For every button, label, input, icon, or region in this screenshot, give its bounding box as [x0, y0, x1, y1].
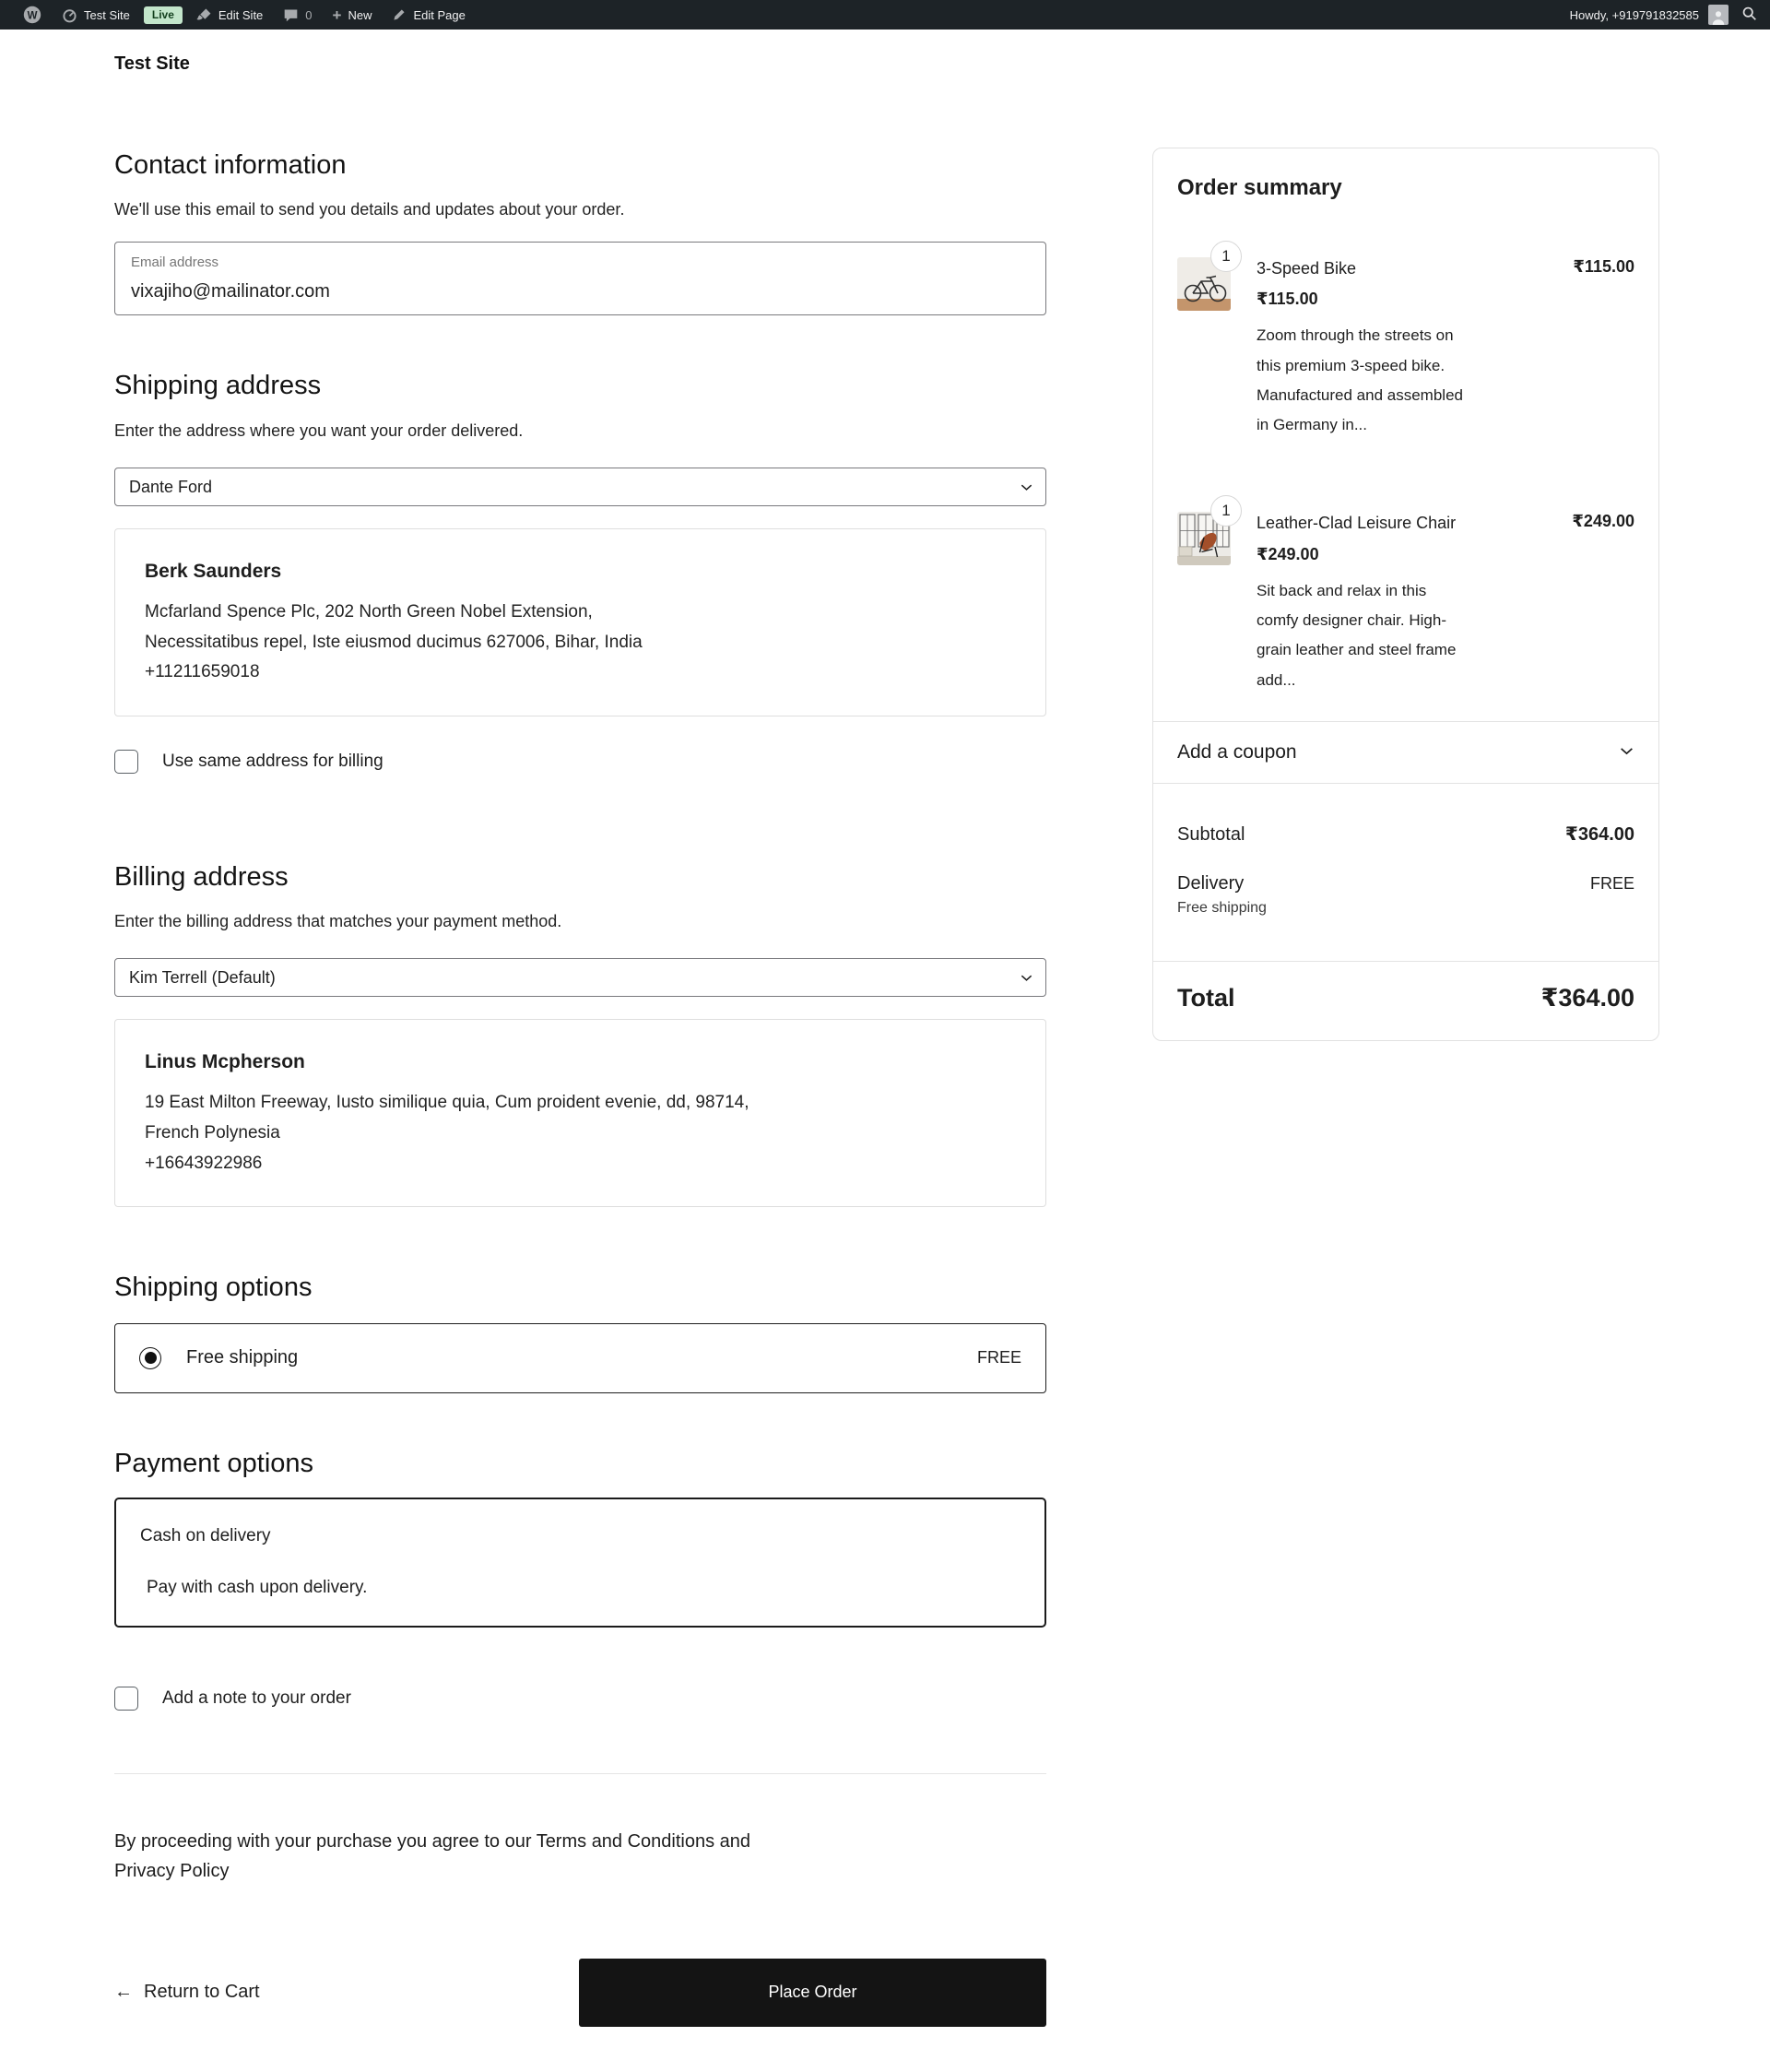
email-field-wrapper — [114, 242, 1046, 315]
comments-count: 0 — [305, 7, 313, 22]
billing-address-phone: +16643922986 — [145, 1153, 263, 1173]
add-coupon-label: Add a coupon — [1177, 740, 1297, 763]
shipping-address-select-wrapper — [114, 468, 1046, 506]
item-total-price: ₹249.00 — [1572, 512, 1634, 531]
delivery-note: Free shipping — [1177, 899, 1267, 916]
admin-bar-new[interactable] — [323, 0, 383, 30]
terms-prefix: By proceeding with your purchase you agree to our — [114, 1830, 537, 1852]
shipping-section-subtitle: Enter the address where you want your order delivered. — [114, 420, 524, 440]
terms-and: and — [714, 1830, 751, 1852]
delivery-row — [1177, 873, 1634, 894]
plus-icon: + — [332, 6, 342, 24]
shipping-address-phone: +11211659018 — [145, 662, 260, 682]
site-title[interactable]: Test Site — [114, 53, 190, 74]
pencil-icon — [392, 7, 407, 22]
footer-divider — [114, 1773, 1046, 1774]
shipping-option-free[interactable] — [114, 1323, 1046, 1393]
order-note-label[interactable]: Add a note to your order — [162, 1687, 351, 1708]
shipping-section-title: Shipping address — [114, 371, 322, 401]
email-input[interactable] — [131, 281, 1030, 302]
svg-text:W: W — [27, 10, 38, 22]
order-item-bike — [1177, 247, 1634, 440]
email-field-label: Email address — [131, 255, 219, 271]
bike-thumb-wrapper — [1177, 247, 1231, 440]
billing-address-line1: 19 East Milton Freeway, Iusto similique quia, Cum proident evenie, dd, 98714, — [145, 1093, 749, 1113]
item-total-price: ₹115.00 — [1573, 257, 1634, 276]
checkout-page — [0, 30, 1770, 2027]
shipping-address-select[interactable] — [114, 468, 1046, 506]
same-address-label[interactable]: Use same address for billing — [162, 751, 384, 771]
total-row — [1177, 962, 1634, 1040]
edit-site-label: Edit Site — [218, 7, 264, 22]
place-order-button[interactable]: Place Order — [579, 1959, 1046, 2027]
total-label: Total — [1177, 983, 1235, 1012]
shipping-address-line2: Necessitatibus repel, Iste eiusmod ducimus 627006, Bihar, India — [145, 632, 643, 652]
free-shipping-label[interactable]: Free shipping — [186, 1347, 299, 1368]
item-unit-price: ₹249.00 — [1257, 544, 1319, 563]
item-name: 3-Speed Bike — [1257, 259, 1357, 278]
wp-logo-icon[interactable] — [13, 0, 52, 30]
order-items-list — [1177, 247, 1634, 695]
return-to-cart-link[interactable] — [114, 1982, 260, 2003]
wp-admin-bar — [0, 0, 1770, 30]
billing-address-line2: French Polynesia — [145, 1123, 280, 1143]
order-summary-title: Order summary — [1177, 175, 1342, 200]
total-value: ₹364.00 — [1540, 983, 1634, 1012]
add-coupon-toggle[interactable] — [1153, 721, 1658, 784]
payment-method-name: Cash on delivery — [140, 1525, 271, 1545]
payment-method-cod[interactable] — [114, 1498, 1046, 1628]
quantity-badge: 1 — [1210, 241, 1242, 272]
order-item-chair — [1177, 502, 1634, 694]
order-summary-sidebar — [1152, 148, 1659, 2027]
billing-section-subtitle: Enter the billing address that matches your payment method. — [114, 912, 562, 931]
chair-thumb-wrapper — [1177, 502, 1231, 694]
avatar[interactable] — [1708, 5, 1729, 25]
item-description: Sit back and relax in this comfy designer chair. High-grain leather and steel frame add... — [1257, 581, 1457, 689]
howdy-account-link[interactable]: Howdy, +919791832585 — [1569, 7, 1699, 22]
checkout-form — [114, 148, 1046, 2027]
delivery-value: FREE — [1589, 873, 1634, 893]
dashboard-icon — [62, 7, 77, 23]
shipping-address-line1: Mcfarland Spence Plc, 202 North Green Nobel Extension, — [145, 601, 593, 622]
delivery-label: Delivery — [1177, 872, 1245, 894]
admin-bar-comments[interactable] — [273, 0, 322, 30]
return-to-cart-label: Return to Cart — [144, 1982, 260, 2003]
live-status-badge: Live — [144, 6, 183, 24]
new-label: New — [348, 7, 372, 22]
admin-bar-site-label: Test Site — [84, 7, 130, 22]
item-description: Zoom through the streets on this premium 3-speed bike. Manufactured and assembled in Germany in... — [1257, 326, 1463, 434]
free-shipping-price: FREE — [976, 1348, 1021, 1368]
billing-address-select[interactable] — [114, 958, 1046, 997]
billing-address-select-wrapper — [114, 958, 1046, 997]
shipping-address-card — [114, 528, 1046, 716]
payment-options-title: Payment options — [114, 1448, 314, 1478]
comments-icon — [283, 7, 299, 23]
terms-conditions-link[interactable]: Terms and Conditions — [536, 1830, 715, 1852]
order-note-row — [114, 1687, 1046, 1711]
free-shipping-radio[interactable] — [139, 1347, 161, 1369]
shipping-options-title: Shipping options — [114, 1273, 313, 1303]
admin-bar-site-name[interactable] — [52, 0, 140, 30]
admin-bar-edit-page[interactable] — [382, 0, 475, 30]
admin-bar-edit-site[interactable] — [186, 0, 273, 30]
contact-section-title: Contact information — [114, 150, 347, 180]
contact-section-subtitle: We'll use this email to send you details and updates about your order. — [114, 200, 625, 219]
shipping-address-name: Berk Saunders — [145, 560, 282, 582]
billing-address-card — [114, 1019, 1046, 1207]
search-icon[interactable] — [1741, 6, 1757, 24]
edit-page-label: Edit Page — [413, 7, 466, 22]
same-address-checkbox[interactable] — [114, 750, 138, 774]
item-unit-price: ₹115.00 — [1257, 290, 1318, 309]
billing-section-title: Billing address — [114, 861, 289, 892]
checkout-actions — [114, 1959, 1046, 2027]
left-arrow-icon: ← — [114, 1982, 133, 2003]
same-address-row — [114, 750, 1046, 774]
payment-method-description: Pay with cash upon delivery. — [147, 1577, 368, 1597]
chevron-down-icon — [1619, 743, 1634, 762]
terms-text — [114, 1827, 760, 1887]
item-name: Leather-Clad Leisure Chair — [1257, 514, 1457, 533]
quantity-badge: 1 — [1210, 495, 1242, 527]
order-summary-panel — [1152, 148, 1659, 1041]
privacy-policy-link[interactable]: Privacy Policy — [114, 1861, 230, 1882]
subtotal-value: ₹364.00 — [1564, 823, 1634, 845]
subtotal-row — [1177, 823, 1634, 846]
order-note-checkbox[interactable] — [114, 1687, 138, 1711]
billing-address-name: Linus Mcpherson — [145, 1051, 305, 1073]
subtotal-label: Subtotal — [1177, 823, 1245, 845]
customize-brush-icon — [196, 7, 212, 23]
